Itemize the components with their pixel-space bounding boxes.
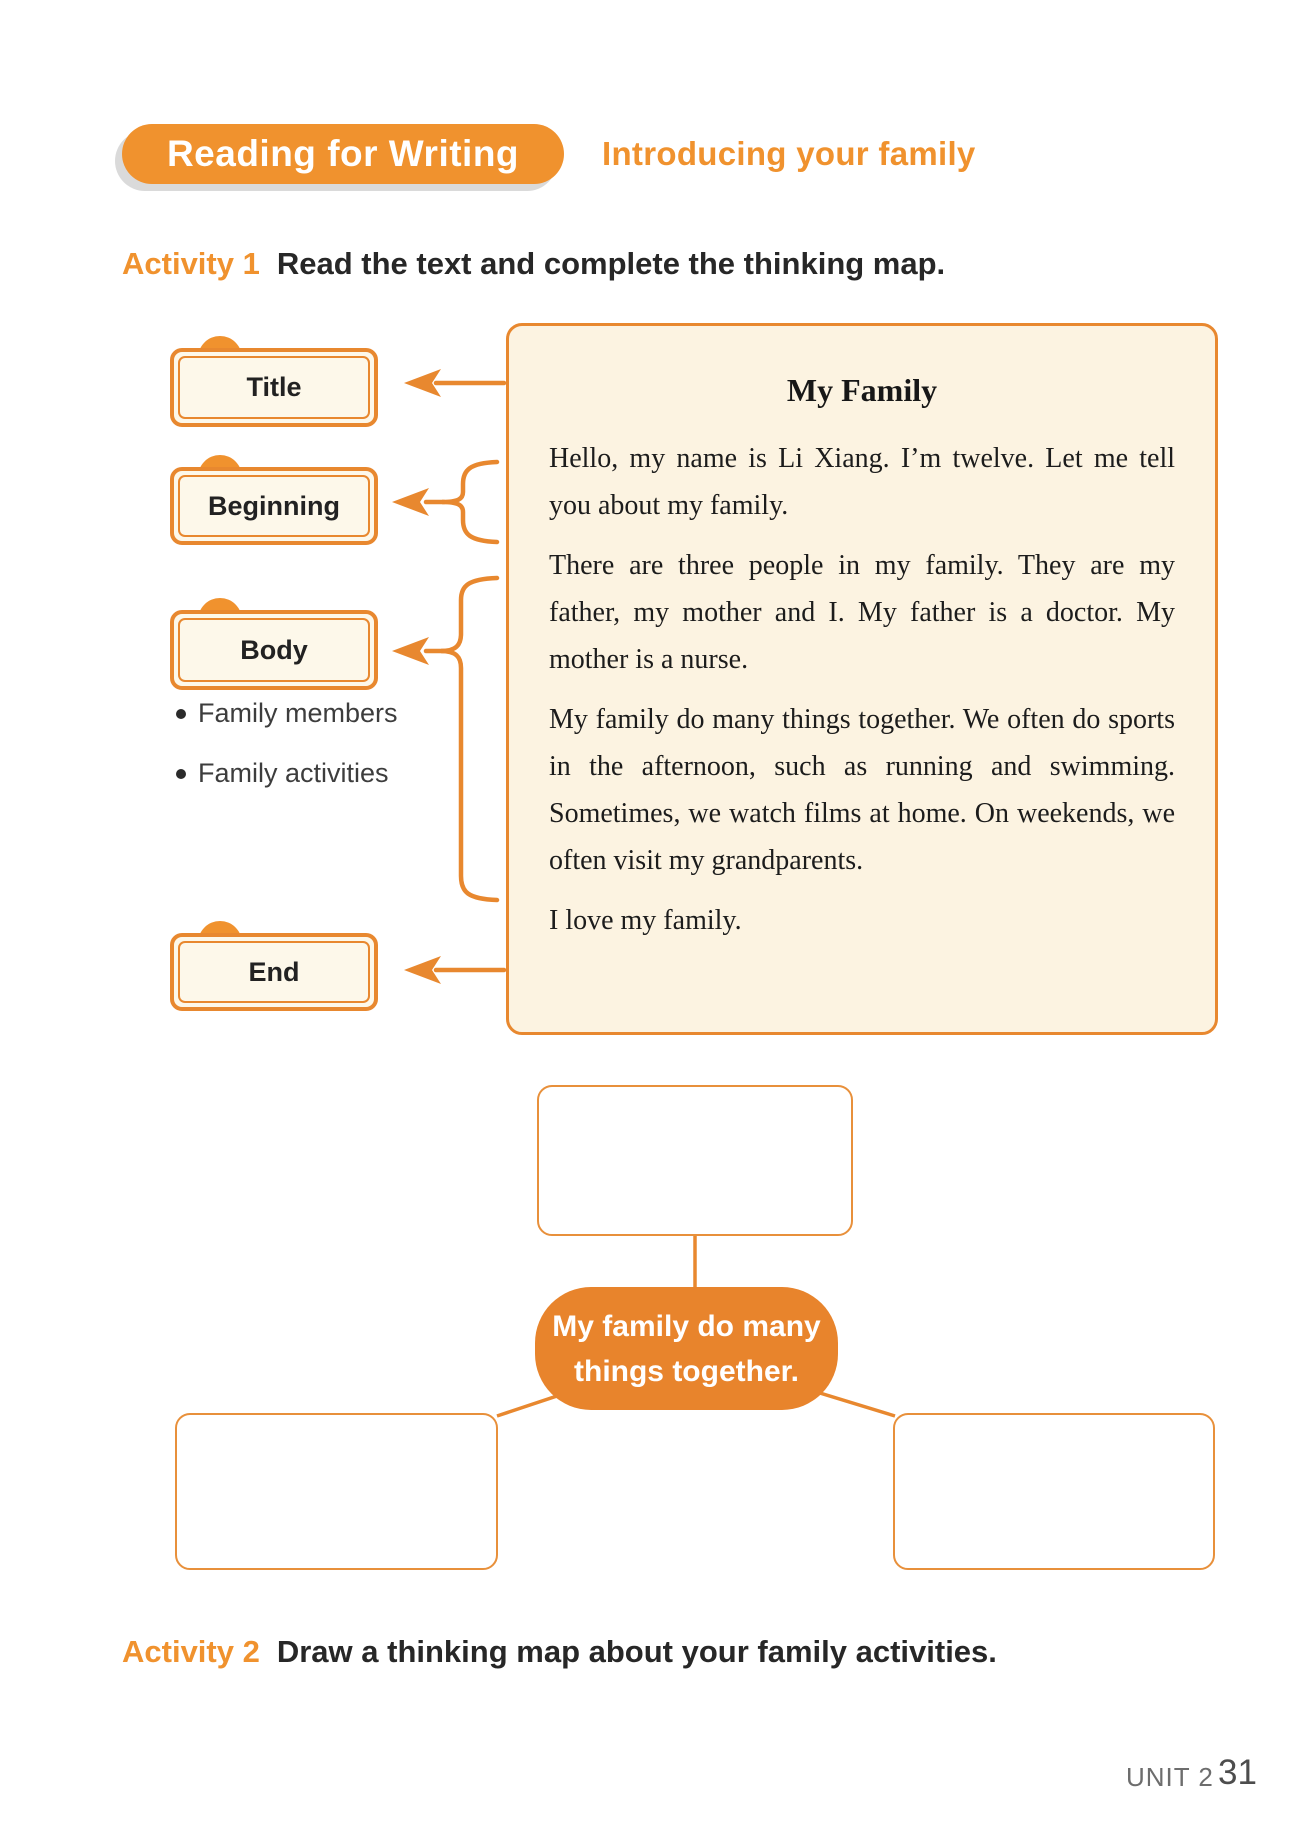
bullet-family-members — [176, 698, 398, 729]
body-box-label: Body — [240, 634, 308, 665]
activity1-label: Activity 1 — [122, 246, 260, 281]
bullet-family-members-label: Family members — [198, 698, 398, 728]
footer-page-number: 31 — [1218, 1753, 1257, 1792]
reading-paragraph-3: My family do many things together. We often do sports in the afternoon, such as running and swimming. Sometimes, we watch films at home. On weekends, we often visit my grandparents. — [549, 704, 1175, 876]
bullet-dot-icon — [176, 769, 186, 779]
end-box-label: End — [248, 956, 300, 987]
beginning-box-label: Beginning — [208, 490, 340, 521]
answer-box-right[interactable] — [893, 1413, 1215, 1570]
activity1-instruction: Read the text and complete the thinking map. — [276, 246, 946, 281]
beginning-box — [170, 467, 378, 545]
title-box-label: Title — [246, 372, 302, 402]
title-box — [170, 348, 378, 427]
reading-paragraph-4: I love my family. — [549, 905, 742, 936]
activity1-heading — [122, 246, 945, 282]
answer-box-left[interactable] — [175, 1413, 498, 1570]
badge-label: Reading for Writing — [166, 133, 520, 174]
bullet-family-activities-label: Family activities — [198, 758, 389, 788]
reading-for-writing-badge — [122, 124, 564, 184]
bullet-family-activities — [176, 758, 389, 789]
end-box — [170, 933, 378, 1011]
left-arrow-end-icon — [404, 956, 504, 984]
activity2-label: Activity 2 — [122, 1634, 260, 1669]
activity2-heading — [122, 1634, 997, 1670]
center-node-line2: things together. — [574, 1354, 799, 1388]
brace-body-icon — [441, 578, 497, 900]
footer-unit-label: UNIT 2 — [1126, 1762, 1214, 1792]
center-node — [535, 1287, 838, 1410]
left-arrow-title-icon — [404, 369, 504, 397]
reading-panel — [506, 323, 1218, 1035]
bullet-dot-icon — [176, 709, 186, 719]
center-node-line1: My family do many — [552, 1309, 821, 1343]
activity2-instruction: Draw a thinking map about your family activities. — [276, 1634, 997, 1669]
left-arrow-beginning-icon — [392, 488, 444, 516]
left-arrow-body-icon — [392, 637, 443, 665]
body-box — [170, 610, 378, 690]
section-subtitle: Introducing your family — [602, 135, 976, 172]
reading-paragraph-1: Hello, my name is Li Xiang. I’m twelve. Let me tell you about my family. — [549, 443, 1175, 521]
brace-beginning-icon — [442, 462, 497, 542]
reading-paragraph-2: There are three people in my family. They are my father, my mother and I. My father is a doctor. My mother is a nurse. — [549, 550, 1175, 675]
answer-box-top[interactable] — [537, 1085, 853, 1236]
reading-title: My Family — [786, 372, 938, 408]
